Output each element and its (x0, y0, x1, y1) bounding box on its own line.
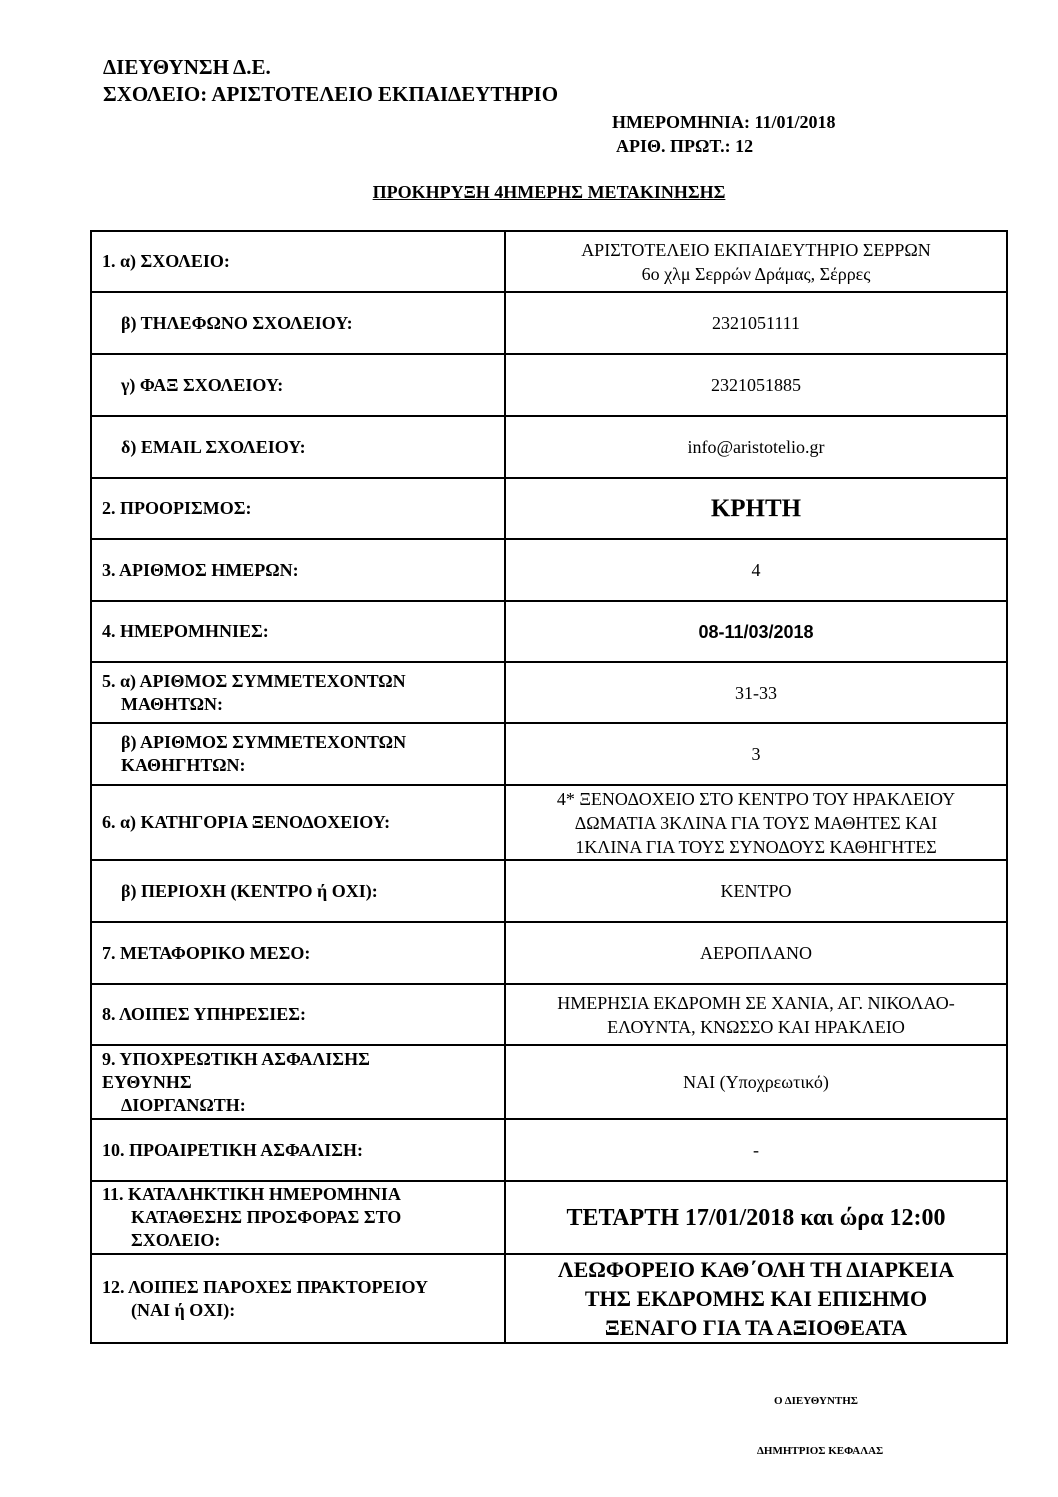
label-line: 3. ΑΡΙΘΜΟΣ ΗΜΕΡΩΝ: (102, 559, 299, 580)
header-school: ΣΧΟΛΕΙΟ: ΑΡΙΣΤΟΤΕΛΕΙΟ ΕΚΠΑΙΔΕΥΤΗΡΙΟ (103, 82, 559, 106)
value-line: 08-11/03/2018 (698, 621, 814, 642)
label-line: 2. ΠΡΟΟΡΙΣΜΟΣ: (102, 498, 252, 518)
value-line: info@aristotelio.gr (687, 437, 825, 457)
row-label (91, 1181, 505, 1254)
label-line: ΣΧΟΛΕΙΟ: (131, 1230, 221, 1250)
table-row (91, 1254, 1007, 1343)
label-line: β) ΤΗΛΕΦΩΝΟ ΣΧΟΛΕΙΟΥ: (121, 312, 353, 333)
value-line: ΕΛΟΥΝΤΑ, ΚΝΩΣΣΟ ΚΑΙ ΗΡΑΚΛΕΙΟ (607, 1016, 905, 1037)
row-label (91, 785, 505, 860)
label-line: γ) ΦΑΞ ΣΧΟΛΕΙΟΥ: (121, 374, 284, 395)
table-row (91, 785, 1007, 860)
label-line: ΚΑΤΑΘΕΣΗΣ ΠΡΟΣΦΟΡΑΣ ΣΤΟ (131, 1207, 402, 1227)
value-line: ΚΕΝΤΡΟ (720, 881, 792, 901)
label-line: 9. ΥΠΟΧΡΕΩΤΙΚΗ ΑΣΦΑΛΙΣΗΣ (102, 1048, 370, 1069)
value-line: ΑΡΙΣΤΟΤΕΛΕΙΟ ΕΚΠΑΙΔΕΥΤΗΡΙΟ ΣΕΡΡΩΝ (581, 239, 931, 260)
row-label (91, 1254, 505, 1343)
value-line: 31-33 (735, 682, 777, 703)
label-line: β) ΑΡΙΘΜΟΣ ΣΥΜΜΕΤΕΧΟΝΤΩΝ (121, 732, 407, 752)
value-line: 1ΚΛΙΝΑ ΓΙΑ ΤΟΥΣ ΣΥΝΟΔΟΥΣ ΚΑΘΗΓΗΤΕΣ (575, 836, 937, 857)
table-row (91, 1119, 1007, 1181)
signature-role: Ο ΔΙΕΥΘΥΝΤΗΣ (774, 1395, 859, 1407)
table-row (91, 1045, 1007, 1119)
row-label (91, 860, 505, 922)
row-label (91, 231, 505, 292)
row-value (505, 1119, 1007, 1181)
label-line: 1. α) ΣΧΟΛΕΙΟ: (102, 251, 230, 271)
table-row (91, 922, 1007, 984)
value-line: ΑΕΡΟΠΛΑΝΟ (699, 943, 813, 963)
value-line: 2321051111 (712, 313, 800, 333)
header-protocol-number: ΑΡΙΘ. ΠΡΩΤ.: 12 (616, 136, 754, 156)
row-label (91, 601, 505, 662)
row-value (505, 723, 1007, 785)
table-row (91, 292, 1007, 354)
value-line: ΚΡΗΤΗ (710, 494, 802, 522)
row-label (91, 1119, 505, 1181)
row-label (91, 662, 505, 723)
row-label (91, 1045, 505, 1119)
value-line: ΤΗΣ ΕΚΔΡΟΜΗΣ ΚΑΙ ΕΠΙΣΗΜΟ (584, 1286, 928, 1311)
row-value (505, 785, 1007, 860)
value-line: ΔΩΜΑΤΙΑ 3ΚΛΙΝΑ ΓΙΑ ΤΟΥΣ ΜΑΘΗΤΕΣ ΚΑΙ (574, 812, 938, 833)
row-value (505, 1254, 1007, 1343)
table-row (91, 1181, 1007, 1254)
table-row (91, 231, 1007, 292)
header-date: ΗΜΕΡΟΜΗΝΙΑ: 11/01/2018 (612, 112, 836, 132)
row-value (505, 354, 1007, 416)
value-line: ΤΕΤΑΡΤΗ 17/01/2018 και ώρα 12:00 (566, 1204, 946, 1231)
row-value (505, 539, 1007, 601)
label-line: 6. α) ΚΑΤΗΓΟΡΙΑ ΞΕΝΟΔΟΧΕΙΟΥ: (102, 812, 391, 832)
label-line: ΜΑΘΗΤΩΝ: (121, 693, 224, 714)
label-line: δ) EMAIL ΣΧΟΛΕΙΟΥ: (121, 436, 306, 457)
row-label (91, 416, 505, 478)
row-value (505, 984, 1007, 1045)
value-line: ΗΜΕΡΗΣΙΑ ΕΚΔΡΟΜΗ ΣΕ ΧΑΝΙΑ, ΑΓ. ΝΙΚΟΛΑΟ- (557, 992, 955, 1013)
label-line: ΔΙΟΡΓΑΝΩΤΗ: (121, 1094, 246, 1115)
row-label (91, 354, 505, 416)
row-value (505, 416, 1007, 478)
value-line: ΝΑΙ (Υποχρεωτικό) (683, 1072, 829, 1092)
label-line: 11. ΚΑΤΑΛΗΚΤΙΚΗ ΗΜΕΡΟΜΗΝΙΑ (102, 1184, 401, 1204)
row-value (505, 922, 1007, 984)
document-title: ΠΡΟΚΗΡΥΞΗ 4ΗΜΕΡΗΣ ΜΕΤΑΚΙΝΗΣΗΣ (372, 182, 726, 202)
table-row (91, 860, 1007, 922)
row-label (91, 292, 505, 354)
label-line: ΚΑΘΗΓΗΤΩΝ: (121, 755, 246, 775)
row-value (505, 860, 1007, 922)
row-label (91, 922, 505, 984)
value-line: ΞΕΝΑΓΟ ΓΙΑ ΤΑ ΑΞΙΟΘΕΑΤΑ (604, 1315, 908, 1340)
label-line: 5. α) ΑΡΙΘΜΟΣ ΣΥΜΜΕΤΕΧΟΝΤΩΝ (102, 670, 406, 691)
row-label (91, 478, 505, 539)
announcement-table (90, 230, 1008, 1344)
row-value (505, 478, 1007, 539)
row-value (505, 292, 1007, 354)
table-row (91, 539, 1007, 601)
value-line: 4 (751, 560, 761, 580)
row-label (91, 723, 505, 785)
table-row (91, 984, 1007, 1045)
table-row (91, 416, 1007, 478)
row-value (505, 601, 1007, 662)
label-line: 7. ΜΕΤΑΦΟΡΙΚΟ ΜΕΣΟ: (102, 942, 311, 963)
row-value (505, 662, 1007, 723)
row-label (91, 539, 505, 601)
label-line: ΕΥΘΥΝΗΣ (102, 1071, 192, 1092)
value-line: 3 (751, 744, 761, 764)
label-line: 8. ΛΟΙΠΕΣ ΥΠΗΡΕΣΙΕΣ: (102, 1004, 307, 1024)
header-directorate: ΔΙΕΥΘΥΝΣΗ Δ.Ε. (103, 55, 271, 79)
label-line: 10. ΠΡΟΑΙΡΕΤΙΚΗ ΑΣΦΑΛΙΣΗ: (102, 1139, 363, 1160)
table-row (91, 601, 1007, 662)
value-line: 2321051885 (711, 375, 801, 395)
value-line: 6ο χλμ Σερρών Δράμας, Σέρρες (641, 263, 871, 284)
row-value (505, 231, 1007, 292)
signature-name: ΔΗΜΗΤΡΙΟΣ ΚΕΦΑΛΑΣ (757, 1445, 884, 1457)
row-value (505, 1045, 1007, 1119)
table-row (91, 662, 1007, 723)
label-line: 4. ΗΜΕΡΟΜΗΝΙΕΣ: (102, 621, 269, 641)
label-line: β) ΠΕΡΙΟΧΗ (ΚΕΝΤΡΟ ή ΟΧΙ): (121, 880, 378, 901)
table-row (91, 723, 1007, 785)
value-line: 4* ΞΕΝΟΔΟΧΕΙΟ ΣΤΟ ΚΕΝΤΡΟ ΤΟΥ ΗΡΑΚΛΕΙΟΥ (556, 788, 956, 809)
value-line: - (753, 1140, 759, 1160)
table-row (91, 354, 1007, 416)
row-value (505, 1181, 1007, 1254)
value-line: ΛΕΩΦΟΡΕΙΟ ΚΑΘ΄ΟΛΗ ΤΗ ΔΙΑΡΚΕΙΑ (557, 1257, 955, 1282)
label-line: 12. ΛΟΙΠΕΣ ΠΑΡΟΧΕΣ ΠΡΑΚΤΟΡΕΙΟΥ (102, 1276, 428, 1297)
table-row (91, 478, 1007, 539)
row-label (91, 984, 505, 1045)
label-line: (ΝΑΙ ή ΟΧΙ): (131, 1299, 236, 1320)
